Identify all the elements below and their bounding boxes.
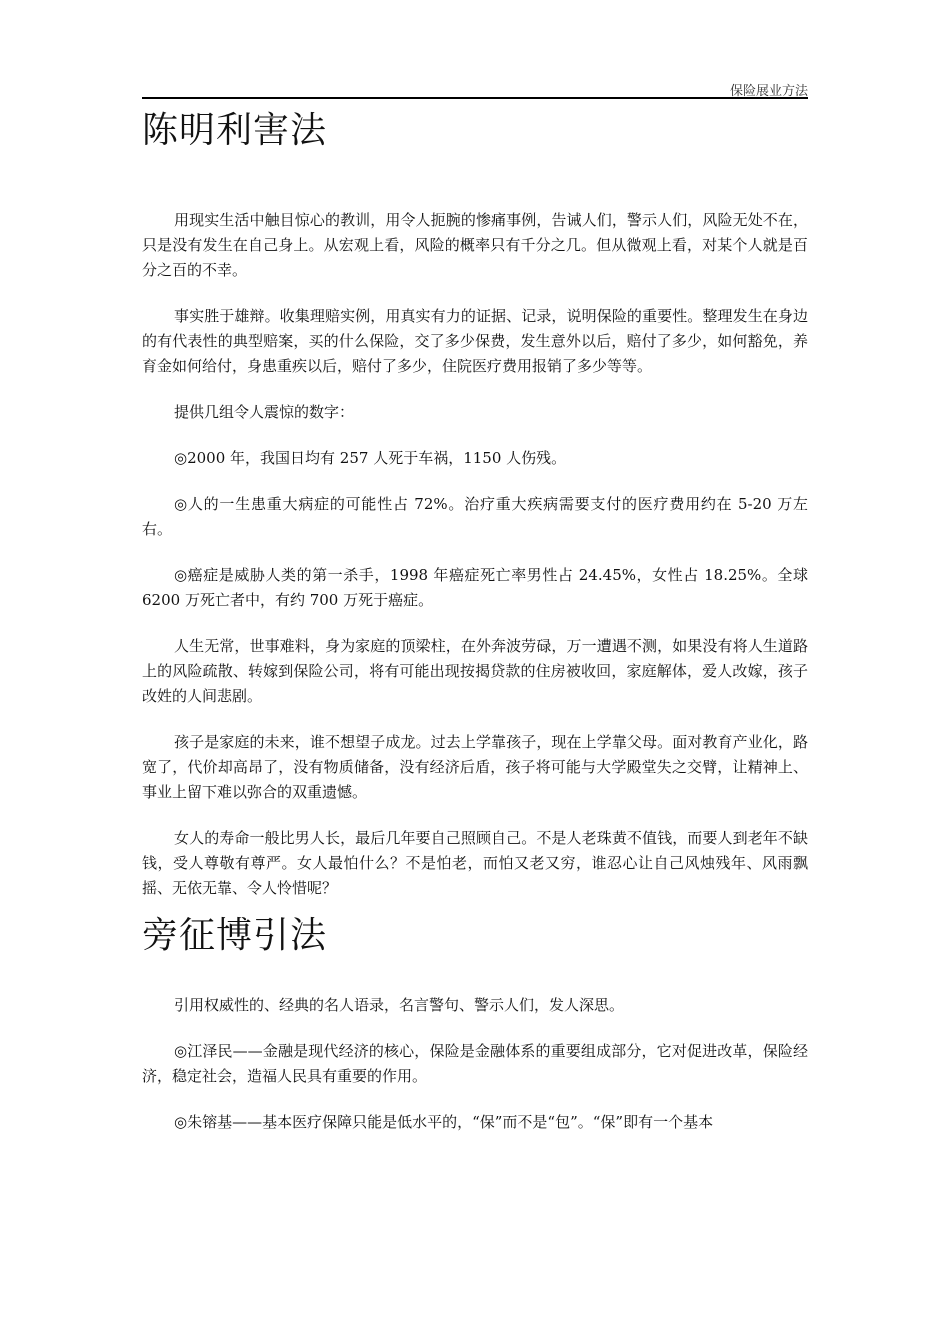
document-body [142,104,808,1135]
running-header: 保险展业方法 [729,84,808,99]
paragraph: 孩子是家庭的未来，谁不想望子成龙。过去上学靠孩子，现在上学靠父母。面对教育产业化，路宽了，代价却高昂了，没有物质储备，没有经济后盾，孩子将可能与大学殿堂失之交臂，让精神上、事业上留下难以弥合的双重遗憾。 [142,733,808,801]
paragraph: 引用权威性的、经典的名人语录，名言警句、警示人们，发人深思。 [174,996,625,1014]
paragraph: ◎江泽民——金融是现代经济的核心，保险是金融体系的重要组成部分，它对促进改革，保险经济，稳定社会，造福人民具有重要的作用。 [142,1042,808,1085]
section-title-2: 旁征博引法 [142,915,328,956]
paragraph: ◎癌症是威胁人类的第一杀手，1998 年癌症死亡率男性占 24.45%，女性占 18.25%。全球 6200 万死亡者中，有约 700 万死于癌症。 [142,566,808,609]
paragraph: 女人的寿命一般比男人长，最后几年要自己照顾自己。不是人老珠黄不值钱，而要人到老年不缺钱，受人尊敬有尊严。女人最怕什么？不是怕老，而怕又老又穷，谁忍心让自己风烛残年、风雨飘摇、无依无靠、令人怜惜呢？ [142,829,808,897]
paragraph: ◎人的一生患重大病症的可能性占 72%。治疗重大疾病需要支付的医疗费用约在 5-20 万左右。 [142,495,808,538]
paragraph: ◎朱镕基——基本医疗保障只能是低水平的，“保”而不是“包”。“保”即有一个基本 [174,1113,714,1131]
header-rule [142,97,808,99]
paragraph: 提供几组令人震惊的数字： [174,403,355,421]
paragraph: 用现实生活中触目惊心的教训，用令人扼腕的惨痛事例，告诫人们，警示人们，风险无处不在，只是没有发生在自己身上。从宏观上看，风险的概率只有千分之几。但从微观上看，对某个人就是百分之百的不幸。 [142,211,808,279]
paragraph: ◎2000 年，我国日均有 257 人死于车祸，1150 人伤残。 [174,449,567,467]
section-title-1: 陈明利害法 [142,110,328,151]
paragraph: 人生无常，世事难料，身为家庭的顶梁柱，在外奔波劳碌，万一遭遇不测，如果没有将人生道路上的风险疏散、转嫁到保险公司，将有可能出现按揭贷款的住房被收回，家庭解体，爱人改嫁，孩子改姓的人间悲剧。 [142,637,808,705]
paragraph: 事实胜于雄辩。收集理赔实例，用真实有力的证据、记录，说明保险的重要性。整理发生在身边的有代表性的典型赔案，买的什么保险，交了多少保费，发生意外以后，赔付了多少，如何豁免，养育金如何给付，身患重疾以后，赔付了多少，住院医疗费用报销了多少等等。 [142,307,808,375]
